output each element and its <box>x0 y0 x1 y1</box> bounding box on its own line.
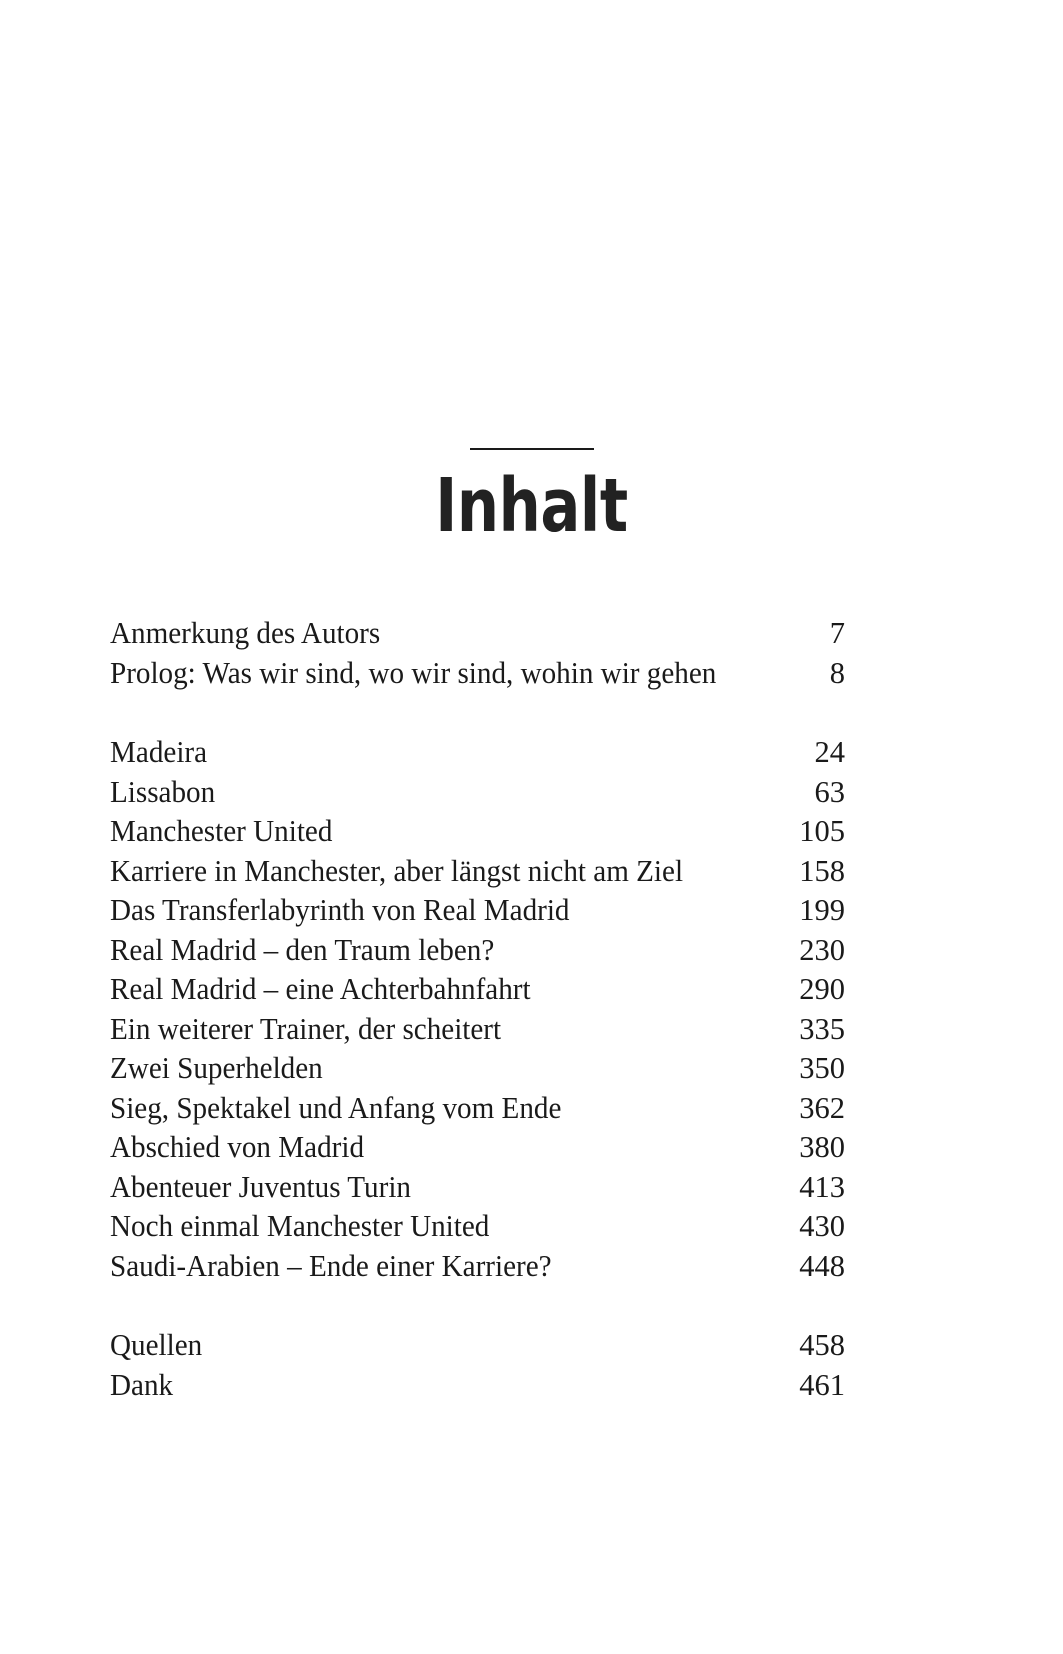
toc-entry-page-number: 413 <box>799 1169 845 1204</box>
toc-entry-label: Abenteuer Juventus Turin <box>110 1169 411 1204</box>
toc-entry[interactable] <box>110 1207 845 1247</box>
title-block <box>0 448 1063 549</box>
toc-entry-label: Abschied von Madrid <box>110 1130 365 1164</box>
toc-entry-page-number: 458 <box>799 1328 845 1362</box>
toc-entry[interactable] <box>110 931 845 971</box>
toc-entry[interactable] <box>110 1247 845 1287</box>
toc-entry-page-number: 7 <box>829 616 845 650</box>
toc-group-back-matter <box>110 1326 845 1405</box>
toc-entry-page-number: 63 <box>814 774 845 809</box>
toc-entry-page-number: 199 <box>799 893 845 927</box>
toc-entry[interactable] <box>110 852 845 892</box>
toc-entry[interactable] <box>110 1366 845 1406</box>
toc-entry[interactable] <box>110 1326 845 1366</box>
toc-entry-page-number: 350 <box>799 1051 845 1085</box>
toc-entry-page-number: 230 <box>799 932 845 967</box>
toc-entry-label: Real Madrid – den Traum leben? <box>110 932 495 967</box>
toc-entry-label: Real Madrid – eine Achterbahnfahrt <box>110 972 531 1006</box>
toc-entry-label: Anmerkung des Autors <box>110 616 381 650</box>
table-of-contents <box>110 614 845 1405</box>
toc-entry-page-number: 430 <box>799 1209 845 1243</box>
page-title: Inhalt <box>435 463 628 549</box>
toc-entry[interactable] <box>110 970 845 1010</box>
toc-entry-label: Quellen <box>110 1328 203 1362</box>
toc-entry-label: Noch einmal Manchester United <box>110 1209 490 1243</box>
toc-entry-page-number: 290 <box>799 972 845 1006</box>
toc-entry-page-number: 24 <box>814 735 845 769</box>
toc-entry-label: Karriere in Manchester, aber längst nicht am Ziel <box>110 853 684 888</box>
toc-entry-page-number: 8 <box>829 655 845 690</box>
toc-entry-label: Prolog: Was wir sind, wo wir sind, wohin wir gehen <box>110 655 717 690</box>
toc-entry[interactable] <box>110 614 845 654</box>
toc-entry-page-number: 335 <box>799 1011 845 1046</box>
toc-entry-page-number: 448 <box>799 1248 845 1283</box>
toc-entry-page-number: 158 <box>799 853 845 888</box>
toc-entry-label: Madeira <box>110 735 208 769</box>
toc-entry-page-number: 380 <box>799 1130 845 1164</box>
toc-entry-page-number: 362 <box>799 1090 845 1125</box>
toc-entry-label: Ein weiterer Trainer, der scheitert <box>110 1011 502 1046</box>
toc-entry-label: Lissabon <box>110 774 216 809</box>
toc-entry[interactable] <box>110 1049 845 1089</box>
toc-entry-page-number: 461 <box>799 1367 845 1402</box>
toc-entry[interactable] <box>110 1010 845 1050</box>
toc-entry-label: Sieg, Spektakel und Anfang vom Ende <box>110 1090 562 1125</box>
toc-entry-label: Dank <box>110 1367 174 1402</box>
toc-entry-label: Das Transferlabyrinth von Real Madrid <box>110 893 570 927</box>
toc-entry[interactable] <box>110 733 845 773</box>
toc-entry-label: Saudi-Arabien – Ende einer Karriere? <box>110 1248 552 1283</box>
toc-entry[interactable] <box>110 1089 845 1129</box>
toc-entry[interactable] <box>110 1128 845 1168</box>
toc-entry[interactable] <box>110 654 845 694</box>
toc-entry-page-number: 105 <box>799 814 845 848</box>
toc-entry[interactable] <box>110 812 845 852</box>
toc-entry[interactable] <box>110 773 845 813</box>
toc-entry[interactable] <box>110 891 845 931</box>
toc-group-front-matter <box>110 614 845 693</box>
toc-entry[interactable] <box>110 1168 845 1208</box>
toc-entry-label: Zwei Superhelden <box>110 1051 323 1085</box>
title-divider-rule <box>470 448 594 450</box>
toc-entry-label: Manchester United <box>110 814 333 848</box>
toc-group-chapters <box>110 733 845 1286</box>
